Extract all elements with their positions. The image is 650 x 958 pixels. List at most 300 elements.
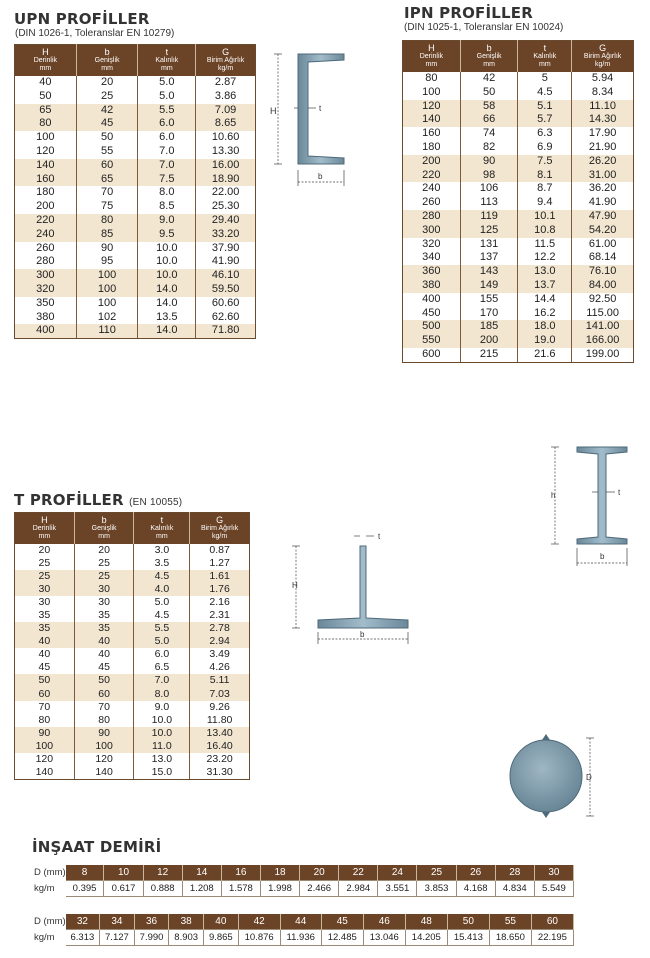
table-cell: 5.0: [134, 596, 190, 609]
table-row: [15, 242, 256, 256]
table-cell: 5: [518, 72, 572, 86]
table-cell: 280: [36, 255, 55, 268]
table-cell: 42: [76, 104, 138, 118]
tprof-col-symbol: t: [160, 515, 164, 525]
table-cell: 18.90: [196, 173, 256, 187]
table-cell: 90: [76, 242, 138, 256]
table-cell: 20: [76, 76, 138, 90]
ipn-col-header: [518, 41, 572, 73]
table-cell: 240: [15, 228, 77, 242]
table-cell: 380: [403, 279, 461, 293]
table-cell: 90: [15, 727, 75, 740]
table-cell: 260: [36, 241, 55, 254]
upn-col-header: [15, 45, 77, 77]
upn-b-label: b: [318, 172, 323, 181]
table-cell: 4.5: [134, 609, 190, 622]
table-cell: 9.26: [190, 701, 250, 714]
table-cell: 40: [39, 76, 52, 88]
upn-col-unit: mm: [101, 65, 113, 72]
table-row: [15, 200, 256, 214]
upn-col-name: Genişlik: [94, 57, 120, 64]
table-cell: 7.09: [196, 104, 256, 118]
table-cell: 6.0: [138, 117, 196, 131]
rebar-diameter-cell: 22: [339, 865, 378, 881]
table-cell: 13.40: [190, 727, 250, 740]
table-cell: 119: [460, 210, 518, 224]
ipn-col-header: [460, 41, 518, 73]
table-cell: 14.0: [138, 283, 196, 297]
table-cell: 25: [15, 570, 75, 583]
table-cell: 166.00: [572, 334, 634, 348]
table-cell: 5.0: [138, 76, 196, 90]
table-cell: 58: [460, 100, 518, 114]
tprof-col-header: [15, 513, 75, 545]
rebar-title: İNŞAAT DEMİRİ: [32, 838, 162, 856]
table-cell: 3.0: [134, 544, 190, 557]
table-cell: 20: [38, 544, 51, 557]
table-cell: 25: [74, 557, 134, 570]
rebar-diameter-cell: 44: [280, 914, 321, 930]
table-cell: 143: [460, 265, 518, 279]
table-cell: 7.0: [134, 674, 190, 687]
table-cell: 100: [422, 85, 441, 98]
table-row: [15, 104, 256, 118]
table-cell: 100: [76, 297, 138, 311]
table-cell: 10.0: [138, 255, 196, 269]
upn-channel-diagram: [264, 48, 354, 190]
table-row: [403, 279, 634, 293]
table-cell: 8.7: [518, 182, 572, 196]
table-cell: 260: [422, 196, 441, 209]
table-cell: 320: [422, 237, 441, 250]
table-cell: 84.00: [572, 279, 634, 293]
table-cell: 12.2: [518, 251, 572, 265]
rebar-weight-cell: 7.127: [100, 930, 135, 946]
table-cell: 10.8: [518, 224, 572, 238]
table-cell: 4.5: [134, 570, 190, 583]
table-row: [15, 145, 256, 159]
rebar-diameter-cell: 46: [363, 914, 405, 930]
table-cell: 10.0: [134, 727, 190, 740]
rebar-diameter-cell: 32: [66, 914, 100, 930]
table-cell: 9.0: [138, 214, 196, 228]
table-cell: 20: [74, 544, 134, 557]
rebar-d-label: D: [586, 773, 592, 782]
table-row: [15, 648, 250, 661]
table-cell: 4.26: [190, 661, 250, 674]
tprof-col-unit: mm: [38, 533, 51, 540]
table-cell: 30: [74, 596, 134, 609]
table-cell: 11.10: [572, 100, 634, 114]
table-cell: 106: [460, 182, 518, 196]
rebar-diameter-cell: 14: [182, 865, 221, 881]
rebar-kg-label-2: kg/m: [32, 930, 66, 946]
table-row: [403, 113, 634, 127]
table-cell: 300: [15, 269, 77, 283]
upn-col-header: [196, 45, 256, 77]
table-cell: 450: [422, 306, 441, 319]
rebar-weight-cell: 0.617: [104, 881, 143, 897]
table-cell: 35: [74, 609, 134, 622]
table-cell: 200: [403, 155, 461, 169]
table-row: [15, 311, 256, 325]
table-cell: 10.0: [138, 269, 196, 283]
upn-subtitle: (DIN 1026-1, Toleranslar EN 10279): [15, 28, 175, 39]
table-cell: 120: [35, 752, 54, 765]
table-cell: 45: [38, 661, 51, 674]
tprof-col-name: Kalınlık: [150, 525, 174, 532]
table-cell: 1.27: [190, 557, 250, 570]
table-cell: 160: [422, 127, 441, 140]
table-row: [403, 265, 634, 279]
rebar-diameter-cell: 26: [456, 865, 495, 881]
rebar-diameter-cell: 24: [378, 865, 417, 881]
upn-col-unit: mm: [160, 65, 173, 72]
table-cell: 100: [76, 283, 138, 297]
table-cell: 80: [74, 714, 134, 727]
table-cell: 131: [460, 238, 518, 252]
rebar-diameter-cell: 16: [221, 865, 260, 881]
table-cell: 13.0: [134, 753, 190, 766]
table-cell: 98: [460, 169, 518, 183]
table-cell: 25: [74, 570, 134, 583]
table-cell: 26.20: [572, 155, 634, 169]
table-cell: 5.5: [134, 622, 190, 635]
table-cell: 380: [36, 310, 55, 323]
tprof-title-text: T PROFİLLER: [14, 491, 124, 509]
table-cell: 1.76: [190, 583, 250, 596]
rebar-table-2: [32, 914, 574, 946]
table-row: [15, 544, 250, 557]
table-cell: 29.40: [196, 214, 256, 228]
table-row: [15, 159, 256, 173]
tprof-col-name: Genişlik: [91, 525, 117, 532]
table-row: [403, 293, 634, 307]
table-cell: 55: [76, 145, 138, 159]
table-cell: 10.60: [196, 131, 256, 145]
rebar-diameter-cell: 45: [321, 914, 363, 930]
table-cell: 50: [74, 674, 134, 687]
upn-col-symbol: H: [42, 47, 49, 57]
table-cell: 71.80: [196, 324, 256, 338]
table-cell: 41.90: [196, 255, 256, 269]
table-cell: 90: [74, 727, 134, 740]
table-cell: 17.90: [572, 127, 634, 141]
table-cell: 14.4: [518, 293, 572, 307]
table-cell: 6.0: [138, 131, 196, 145]
table-row: [15, 324, 256, 338]
table-cell: 50: [460, 86, 518, 100]
table-cell: 340: [422, 251, 441, 264]
table-cell: 11.80: [190, 714, 250, 727]
table-row: [403, 72, 634, 86]
table-row: [403, 320, 634, 334]
table-cell: 14.0: [138, 297, 196, 311]
tprof-standard: (EN 10055): [129, 497, 183, 508]
table-cell: 25.30: [196, 200, 256, 214]
table-cell: 35: [74, 622, 134, 635]
table-cell: 5.0: [138, 90, 196, 104]
ipn-header-row: [403, 41, 634, 73]
table-row: [15, 117, 256, 131]
table-cell: 180: [422, 140, 441, 153]
table-cell: 240: [422, 182, 441, 195]
tprof-title: [14, 491, 182, 509]
rebar-diameter-cell: 30: [534, 865, 573, 881]
table-cell: 40: [74, 648, 134, 661]
table-cell: 2.16: [190, 596, 250, 609]
rebar-diameter-cell: 12: [143, 865, 182, 881]
table-row: [15, 269, 256, 283]
table-cell: 21.6: [518, 348, 572, 362]
table-cell: 22.00: [196, 186, 256, 200]
table-cell: 30: [38, 596, 51, 609]
table-cell: 10.0: [138, 242, 196, 256]
table-cell: 50: [76, 131, 138, 145]
table-cell: 76.10: [572, 265, 634, 279]
table-cell: 185: [460, 320, 518, 334]
upn-col-symbol: b: [104, 47, 110, 57]
tprof-table: [14, 512, 250, 780]
table-cell: 13.7: [518, 279, 572, 293]
table-cell: 140: [403, 113, 461, 127]
ipn-col-unit: kg/m: [595, 61, 611, 68]
table-cell: 5.5: [138, 104, 196, 118]
tprof-tbar-diagram: [284, 526, 412, 646]
rebar-weight-cell: 3.853: [417, 881, 456, 897]
table-cell: 16.40: [190, 740, 250, 753]
table-cell: 6.5: [134, 661, 190, 674]
table-cell: 9.0: [134, 701, 190, 714]
table-cell: 13.0: [518, 265, 572, 279]
table-cell: 5.11: [190, 674, 250, 687]
rebar-weight-cell: 0.888: [143, 881, 182, 897]
table-cell: 115.00: [572, 307, 634, 321]
table-row: [15, 131, 256, 145]
table-cell: 2.78: [190, 622, 250, 635]
table-row: [15, 753, 250, 766]
table-cell: 100: [36, 131, 55, 144]
table-row: [403, 86, 634, 100]
table-cell: 19.0: [518, 334, 572, 348]
rebar-weight-cell: 2.984: [339, 881, 378, 897]
table-row: [15, 622, 250, 635]
table-row: [403, 334, 634, 348]
ipn-col-name: Birim Ağırlık: [583, 53, 622, 60]
ipn-b-label: b: [600, 552, 605, 561]
table-cell: 16.00: [196, 159, 256, 173]
table-row: [403, 155, 634, 169]
rebar-weight-cell: 13.046: [363, 930, 405, 946]
table-cell: 23.20: [190, 753, 250, 766]
table-cell: 8.34: [572, 86, 634, 100]
table-cell: 80: [425, 72, 438, 84]
upn-col-unit: kg/m: [218, 65, 234, 72]
table-cell: 600: [403, 348, 461, 362]
upn-h-label: H: [270, 106, 277, 116]
table-row: [15, 214, 256, 228]
table-cell: 70: [38, 700, 51, 713]
table-cell: 70: [74, 701, 134, 714]
table-row: [403, 182, 634, 196]
table-cell: 8.0: [138, 186, 196, 200]
table-cell: 66: [460, 113, 518, 127]
table-cell: 60.60: [196, 297, 256, 311]
table-cell: 220: [403, 169, 461, 183]
table-cell: 100: [15, 740, 75, 753]
table-row: [15, 727, 250, 740]
tprof-col-unit: kg/m: [212, 533, 228, 540]
table-cell: 15.0: [134, 766, 190, 780]
table-cell: 6.3: [518, 127, 572, 141]
rebar-weight-cell: 4.834: [495, 881, 534, 897]
table-row: [15, 76, 256, 90]
table-cell: 360: [403, 265, 461, 279]
table-cell: 80: [38, 713, 51, 726]
ipn-col-symbol: b: [486, 43, 492, 53]
table-cell: 10.1: [518, 210, 572, 224]
rebar-weight-cell: 12.485: [321, 930, 363, 946]
table-cell: 42: [460, 72, 518, 86]
table-cell: 8.0: [134, 688, 190, 701]
rebar-diagram: [502, 730, 598, 822]
table-cell: 9.5: [138, 228, 196, 242]
rebar-diameter-cell: 25: [417, 865, 456, 881]
upn-col-unit: mm: [39, 65, 52, 72]
ipn-t-label: t: [618, 488, 621, 497]
table-cell: 35: [15, 622, 75, 635]
table-row: [15, 674, 250, 687]
table-cell: 61.00: [572, 238, 634, 252]
table-row: [403, 224, 634, 238]
table-cell: 62.60: [196, 311, 256, 325]
table-row: [15, 688, 250, 701]
table-cell: 6.9: [518, 141, 572, 155]
ipn-col-header: [403, 41, 461, 73]
ipn-col-symbol: H: [428, 43, 435, 53]
table-cell: 6.0: [134, 648, 190, 661]
table-row: [15, 766, 250, 780]
rebar-weight-cell: 7.990: [134, 930, 169, 946]
tprof-col-unit: mm: [156, 533, 168, 540]
tprof-h-label: H: [292, 581, 298, 590]
table-cell: 215: [460, 348, 518, 362]
tprof-col-symbol: b: [101, 515, 107, 525]
table-row: [403, 251, 634, 265]
table-cell: 95: [76, 255, 138, 269]
ipn-col-name: Derinlik: [419, 53, 444, 60]
table-row: [15, 228, 256, 242]
rebar-weight-cell: 4.168: [456, 881, 495, 897]
table-cell: 0.87: [190, 544, 250, 557]
table-cell: 5.94: [572, 72, 634, 86]
table-cell: 155: [460, 293, 518, 307]
rebar-diameter-cell: 55: [489, 914, 531, 930]
rebar-table-1: [32, 865, 574, 897]
table-cell: 92.50: [572, 293, 634, 307]
rebar-weight-cell: 3.551: [378, 881, 417, 897]
upn-table: [14, 44, 256, 339]
table-cell: 280: [403, 210, 461, 224]
table-cell: 2.87: [196, 76, 256, 90]
table-cell: 3.5: [134, 557, 190, 570]
table-cell: 7.5: [138, 173, 196, 187]
ipn-col-symbol: t: [543, 43, 547, 53]
table-row: [15, 714, 250, 727]
table-cell: 7.0: [138, 145, 196, 159]
ipn-col-header: [572, 41, 634, 73]
table-cell: 2.31: [190, 609, 250, 622]
table-cell: 102: [76, 311, 138, 325]
rebar-weight-cell: 8.903: [169, 930, 204, 946]
ipn-col-name: Kalınlık: [533, 53, 557, 60]
table-cell: 199.00: [572, 348, 634, 362]
table-cell: 550: [403, 334, 461, 348]
table-cell: 70: [76, 186, 138, 200]
table-cell: 2.94: [190, 635, 250, 648]
table-cell: 400: [15, 324, 77, 338]
table-cell: 9.4: [518, 196, 572, 210]
table-cell: 7.5: [518, 155, 572, 169]
table-cell: 31.00: [572, 169, 634, 183]
table-cell: 11.5: [518, 238, 572, 252]
table-cell: 40: [74, 635, 134, 648]
table-cell: 140: [15, 159, 77, 173]
table-cell: 68.14: [572, 251, 634, 265]
rebar-diameter-cell: 18: [260, 865, 299, 881]
table-cell: 50: [39, 89, 52, 102]
rebar-weight-cell: 6.313: [66, 930, 100, 946]
table-cell: 400: [422, 292, 441, 305]
table-cell: 60: [15, 688, 75, 701]
table-cell: 90: [460, 155, 518, 169]
upn-title: UPN PROFİLLER: [14, 10, 150, 28]
ipn-col-unit: mm: [538, 61, 551, 68]
rebar-weight-cell: 22.195: [531, 930, 573, 946]
tprof-col-symbol: H: [41, 515, 48, 525]
table-cell: 140: [15, 766, 75, 780]
tprof-col-name: Birim Ağırlık: [200, 525, 239, 532]
table-row: [15, 635, 250, 648]
table-cell: 4.5: [518, 86, 572, 100]
rebar-diameter-cell: 40: [204, 914, 239, 930]
table-cell: 1.61: [190, 570, 250, 583]
rebar-diameter-cell: 10: [104, 865, 143, 881]
rebar-weight-cell: 2.466: [300, 881, 339, 897]
rebar-weight-cell: 1.998: [260, 881, 299, 897]
table-cell: 100: [76, 269, 138, 283]
table-row: [15, 90, 256, 104]
table-cell: 35: [38, 609, 51, 622]
upn-header-row: [15, 45, 256, 77]
rebar-weight-cell: 1.208: [182, 881, 221, 897]
table-cell: 45: [76, 117, 138, 131]
rebar-weight-cell: 9.865: [204, 930, 239, 946]
rebar-weight-cell: 0.395: [66, 881, 104, 897]
table-cell: 10.0: [134, 714, 190, 727]
table-cell: 60: [74, 688, 134, 701]
rebar-d-label-1: D (mm): [32, 865, 66, 881]
table-cell: 500: [403, 320, 461, 334]
table-cell: 120: [36, 144, 55, 157]
rebar-weight-cell: 1.578: [221, 881, 260, 897]
rebar-kg-label-1: kg/m: [32, 881, 66, 897]
table-row: [15, 173, 256, 187]
table-cell: 200: [36, 200, 55, 213]
upn-col-header: [138, 45, 196, 77]
table-row: [15, 297, 256, 311]
rebar-diameter-cell: 8: [66, 865, 104, 881]
